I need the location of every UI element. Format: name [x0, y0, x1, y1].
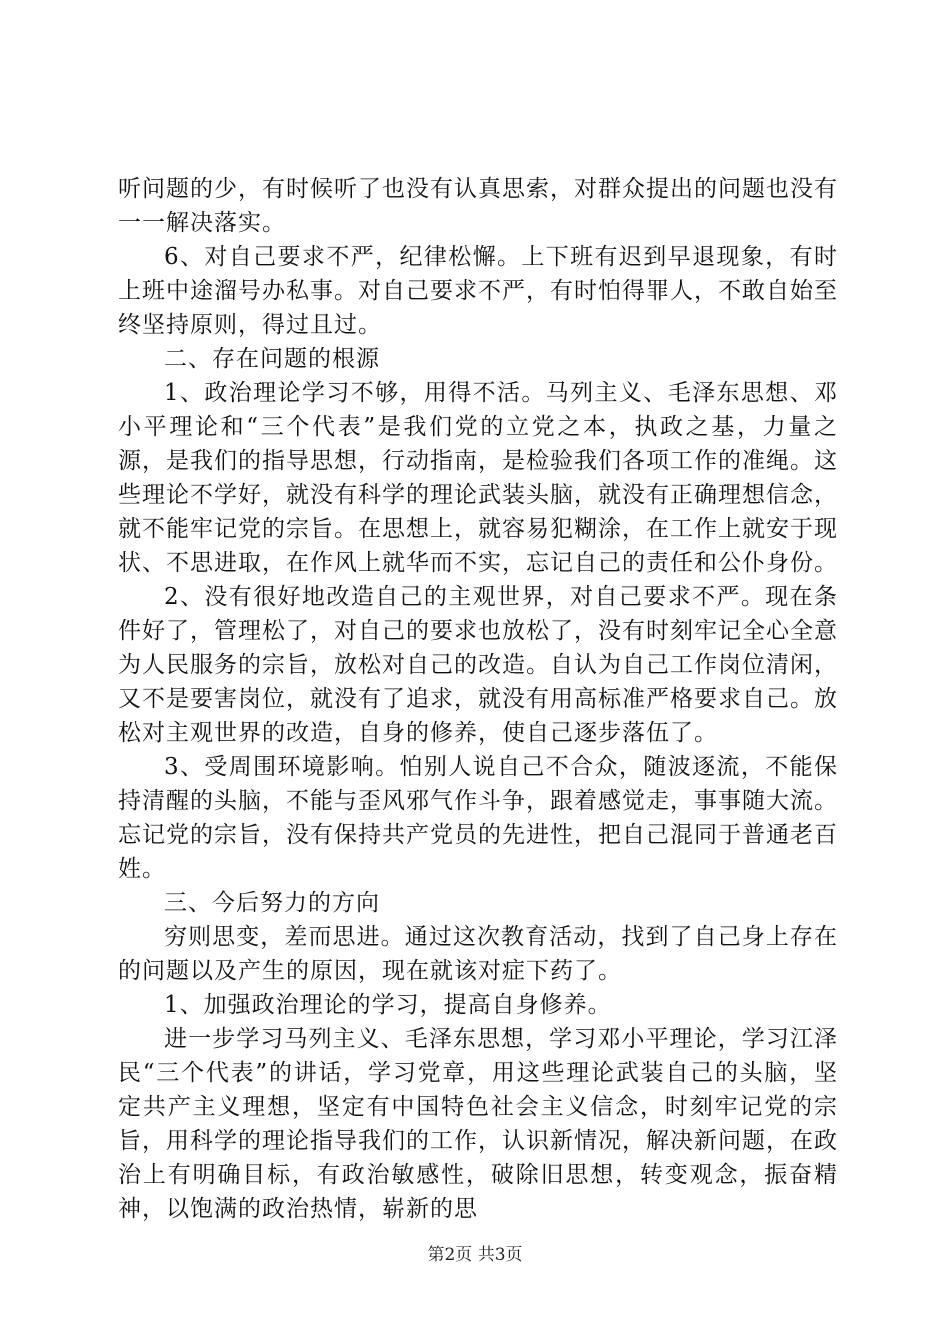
paragraph-root-cause-3: 3、受周围环境影响。怕别人说自己不合众，随波逐流，不能保持清醒的头脑，不能与歪风邪气作斗争，跟着感觉走，事事随大流。忘记党的宗旨，没有保持共产党员的先进性，把自己混同于普通老百姓。: [118, 754, 838, 882]
paragraph-item-6: 6、对自己要求不严，纪律松懈。上下班有迟到早退现象，有时上班中途溜号办私事。对自己要求不严，有时怕得罪人，不敢自始至终坚持原则，得过且过。: [118, 244, 838, 338]
document-body: [118, 172, 838, 1226]
paragraph-continuation: 听问题的少，有时候听了也没有认真思索，对群众提出的问题也没有一一解决落实。: [118, 176, 838, 236]
paragraph-direction-1-body: 进一步学习马列主义、毛泽东思想，学习邓小平理论，学习江泽民“三个代表”的讲话，学习党章，用这些理论武装自己的头脑，坚定共产主义理想，坚定有中国特色社会主义信念，时刻牢记党的宗旨，用科学的理论指导我们的工作，认识新情况，解决新问题，在政治上有明确目标，有政治敏感性，破除旧思想，转变观念，振奋精神，以饱满的政治热情，崭新的思: [118, 1026, 838, 1222]
page-footer: 第2页 共3页: [427, 1245, 523, 1265]
section-heading-2: 二、存在问题的根源: [164, 346, 380, 372]
paragraph-direction-1-title: 1、加强政治理论的学习，提高自身修养。: [164, 992, 612, 1018]
paragraph-intro-direction: 穷则思变，差而思进。通过这次教育活动，找到了自己身上存在的问题以及产生的原因，现在就该对症下药了。: [118, 924, 838, 984]
paragraph-root-cause-2: 2、没有很好地改造自己的主观世界，对自己要求不严。现在条件好了，管理松了，对自己的要求也放松了，没有时刻牢记全心全意为人民服务的宗旨，放松对自己的改造。自认为自己工作岗位清闲，又不是要害岗位，就没有了追求，就没有用高标准严格要求自己。放松对主观世界的改造，自身的修养，使自己逐步落伍了。: [118, 584, 838, 746]
section-heading-3: 三、今后努力的方向: [164, 890, 380, 916]
paragraph-root-cause-1: 1、政治理论学习不够，用得不活。马列主义、毛泽东思想、邓小平理论和“三个代表”是我们党的立党之本，执政之基，力量之源，是我们的指导思想，行动指南，是检验我们各项工作的准绳。这些理论不学好，就没有科学的理论武装头脑，就没有正确理想信念，就不能牢记党的宗旨。在思想上，就容易犯糊涂，在工作上就安于现状、不思进取，在作风上就华而不实，忘记自己的责任和公仆身份。: [118, 380, 838, 576]
